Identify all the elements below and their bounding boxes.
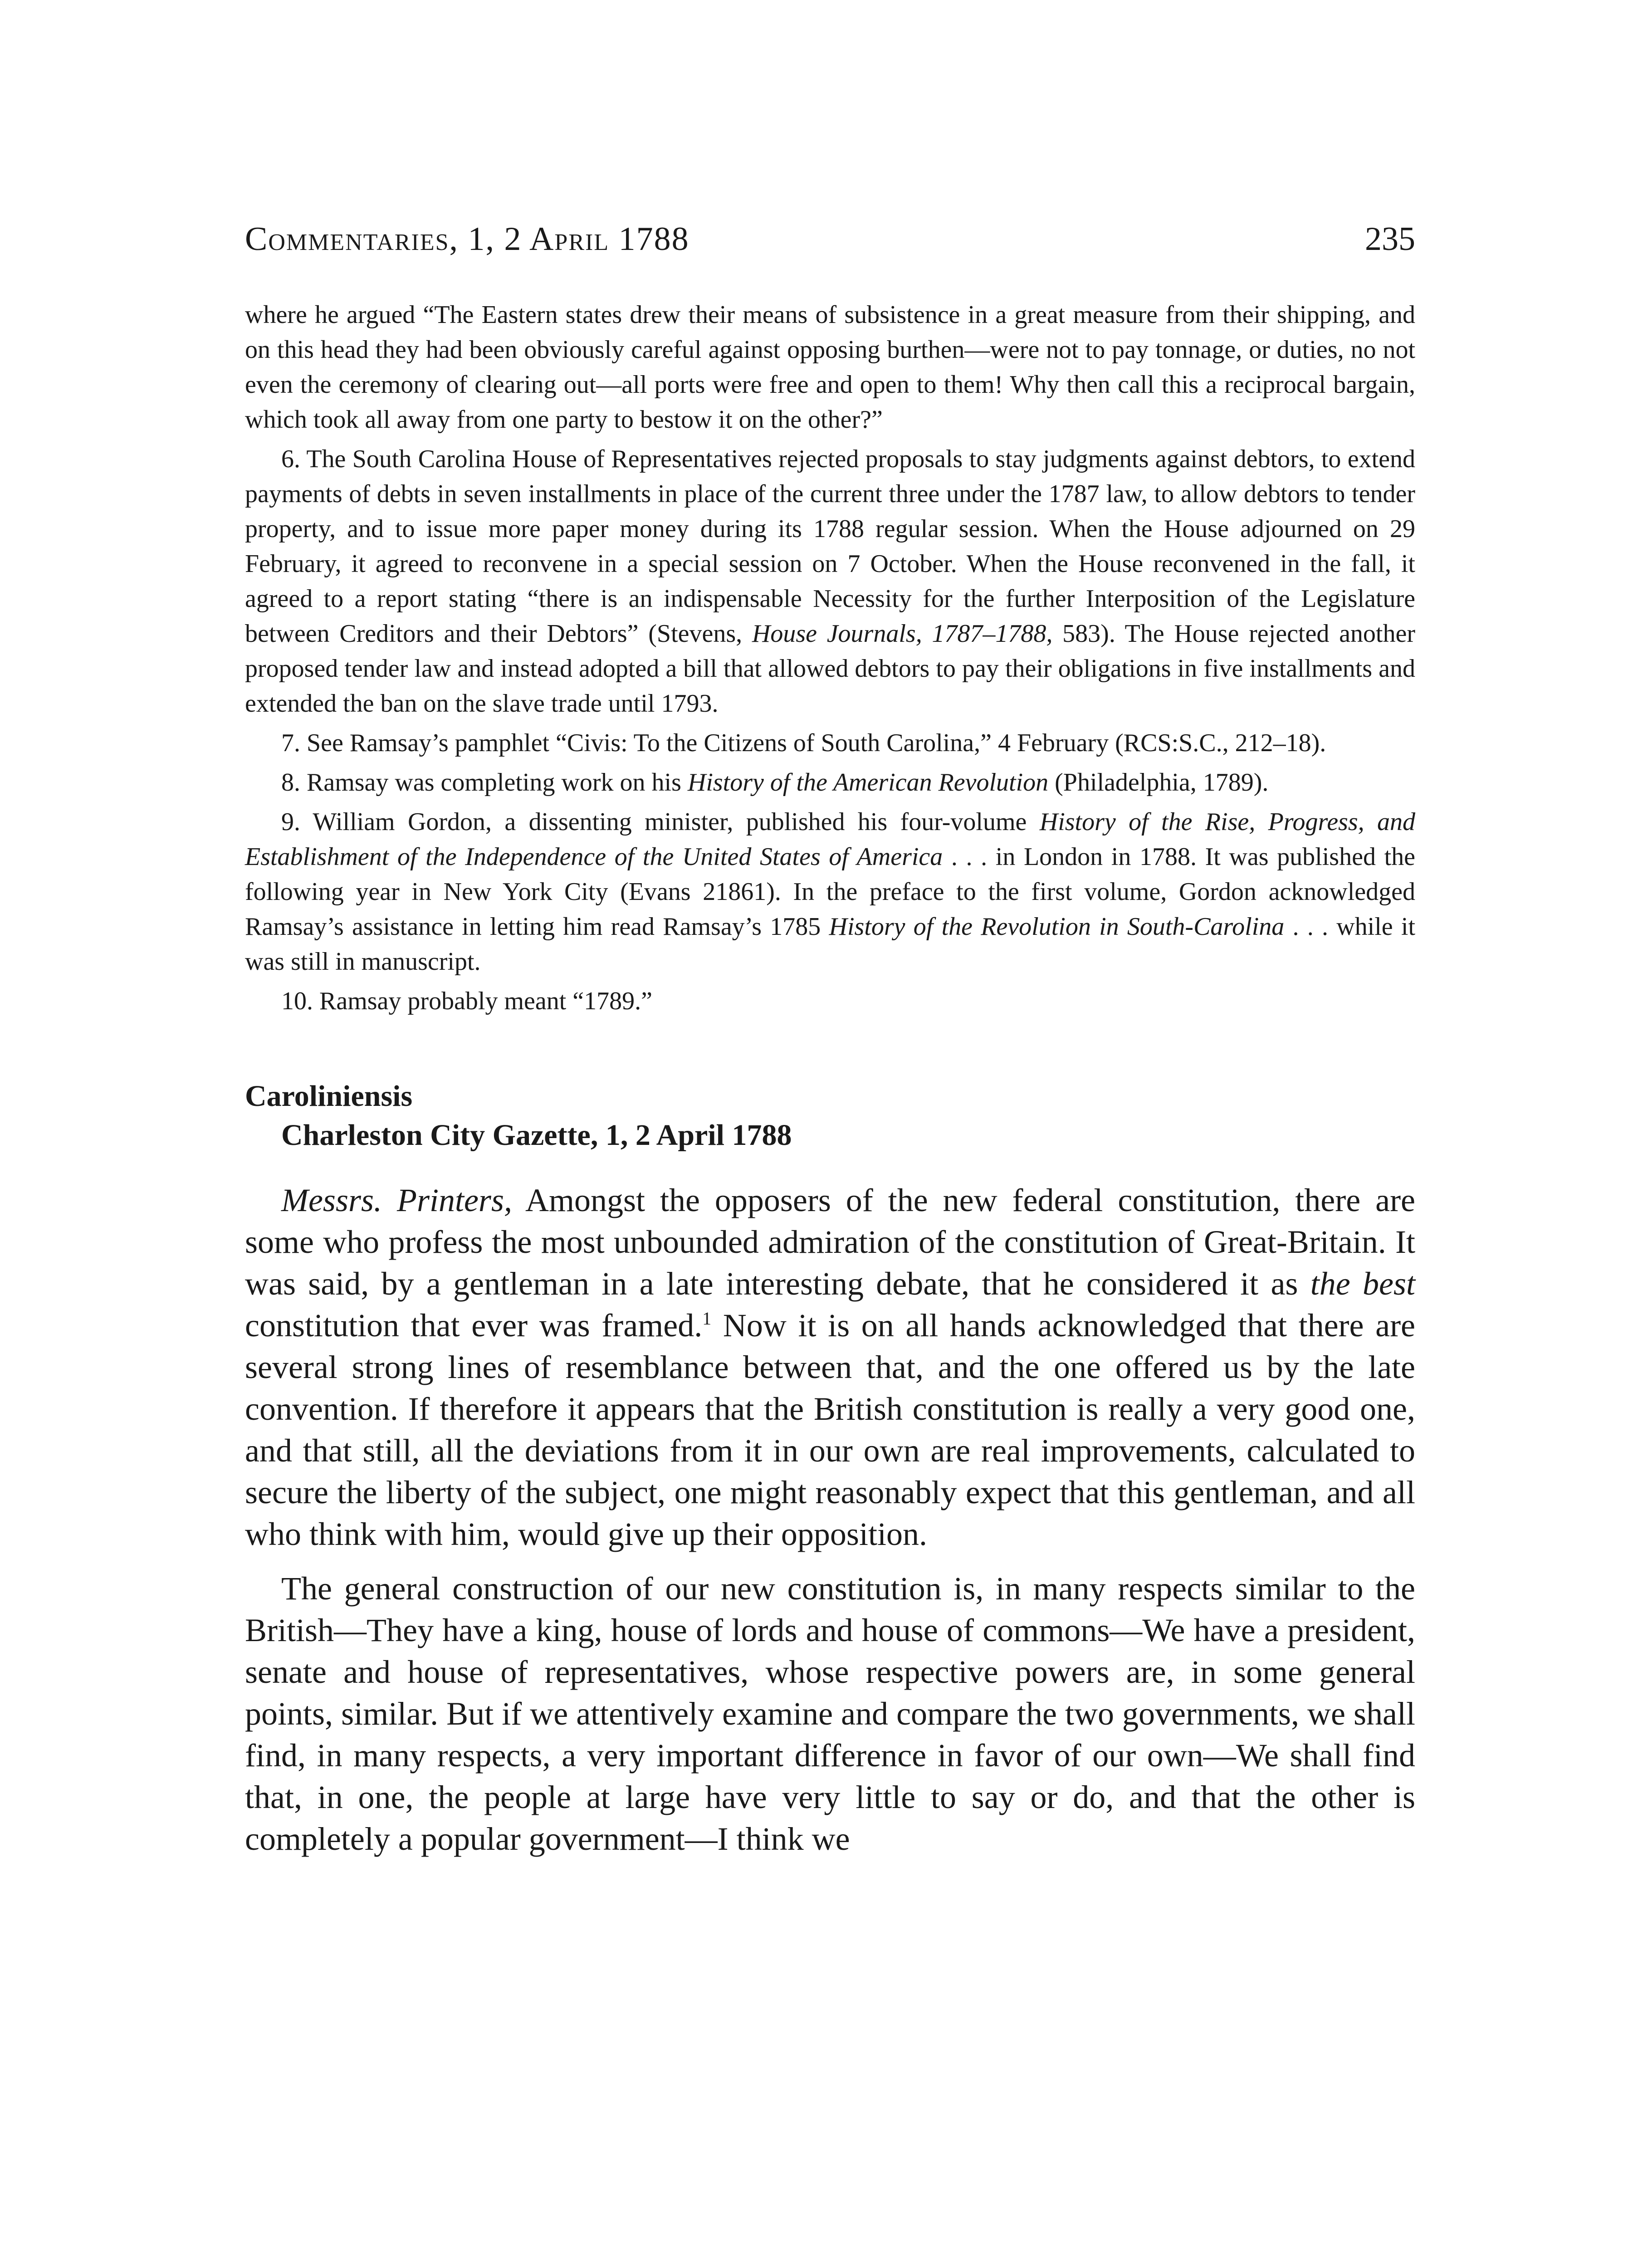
note-10: 10. Ramsay probably meant “1789.” (281, 987, 653, 1015)
running-header (245, 222, 1415, 256)
page-number: 235 (1365, 220, 1415, 258)
note-9-title-2: History of the Revolution in South-Carolina (829, 913, 1285, 941)
salutation: Messrs. Printers, (281, 1182, 512, 1218)
running-title: Commentaries, 1, 2 April 1788 (245, 220, 689, 258)
note-5-continued: where he argued “The Eastern states drew their means of subsistence in a great measure from their shipping, and on this head they had been obviously careful against opposing burthen—were not to pay tonnage, or duties, no not even the ceremony of clearing out—all ports were free and open to them! Why then call this a reciprocal bargain, which took all away from one party to bestow it on the other?” (245, 301, 1415, 434)
document-page (245, 222, 1415, 1860)
editorial-notes (245, 298, 1415, 1019)
note-8: 8. Ramsay was completing work on his History of the American Revolution (Philadelphia, 1789). (281, 768, 1269, 797)
note-6: 6. The South Carolina House of Representatives rejected proposals to stay judgments against debtors, to extend payments of debts in seven installments in place of the current three under the 1787 law, to allow debtors to tender property, and to issue more paper money during its 1788 regular session. When the House adjourned on 29 February, it agreed to reconvene in a special session on 7 October. When the House reconvened in the fall, it agreed to a report stating “there is an indispensable Necessity for the further Interposition of the Legislature between Creditors and their Debtors” (Stevens, House Journals, 1787–1788, 583). The House rejected another proposed tender law and instead adopted a bill that allowed debtors to pay their obligations in five installments and extended the ban on the slave trade until 1793. (245, 445, 1415, 718)
note-9: 9. William Gordon, a dissenting minister, published his four-volume History of the Rise, Progress, and Establishment of the Independence of the United States of America . . . in London in 1788. It was published the following year in New York City (Evans 21861). In the preface to the first volume, Gordon acknowledged Ramsay’s assistance in letting him read Ramsay’s 1785 History of the Revolution in South-Carolina . . . while it was still in manuscript. (245, 808, 1416, 976)
article-body (245, 1179, 1415, 1860)
note-9-title-1: History of the Rise, Progress, and Establishment of the Independence of the United States of America (245, 808, 1416, 871)
body-paragraph-1: Messrs. Printers, Amongst the opposers of the new federal constitution, there are some who profess the most unbounded admiration of the constitution of Great-Britain. It was said, by a gentleman in a late interesting debate, that he considered it as the best constitution that ever was framed.$^1$ Now it is on all hands acknowledged that there are several strong lines of resemblance between that, and the one offered us by the late convention. If therefore it appears that the British constitution is really a very good one, and that still, all the deviations from it in our own are real improvements, calculated to secure the liberty of the subject, one might reasonably expect that this gentleman, and all who think with him, would give up their opposition. (245, 1182, 1416, 1552)
note-7: 7. See Ramsay’s pamphlet “Civis: To the Citizens of South Carolina,” 4 February (RCS:S.C., 212–18). (281, 729, 1326, 757)
footnote-marker: 1 (702, 1308, 712, 1329)
emphasis-the-best: the best (1310, 1266, 1415, 1302)
note-6-citation: House Journals, 1787–1788, (752, 620, 1053, 648)
section-subtitle: Charleston City Gazette, 1, 2 April 1788 (281, 1119, 792, 1152)
note-8-title: History of the American Revolution (687, 768, 1049, 797)
body-paragraph-2: The general construction of our new constitution is, in many respects similar to the British—They have a king, house of lords and house of commons—We have a president, senate and house of representatives, whose respective powers are, in some general points, similar. But if we attentively examine and compare the two governments, we shall find, in many respects, a very important difference in favor of our own—We shall find that, in one, the people at large have very little to say or do, and that the other is completely a popular government—I think we (245, 1570, 1415, 1857)
section-title: Caroliniensis (245, 1080, 413, 1113)
